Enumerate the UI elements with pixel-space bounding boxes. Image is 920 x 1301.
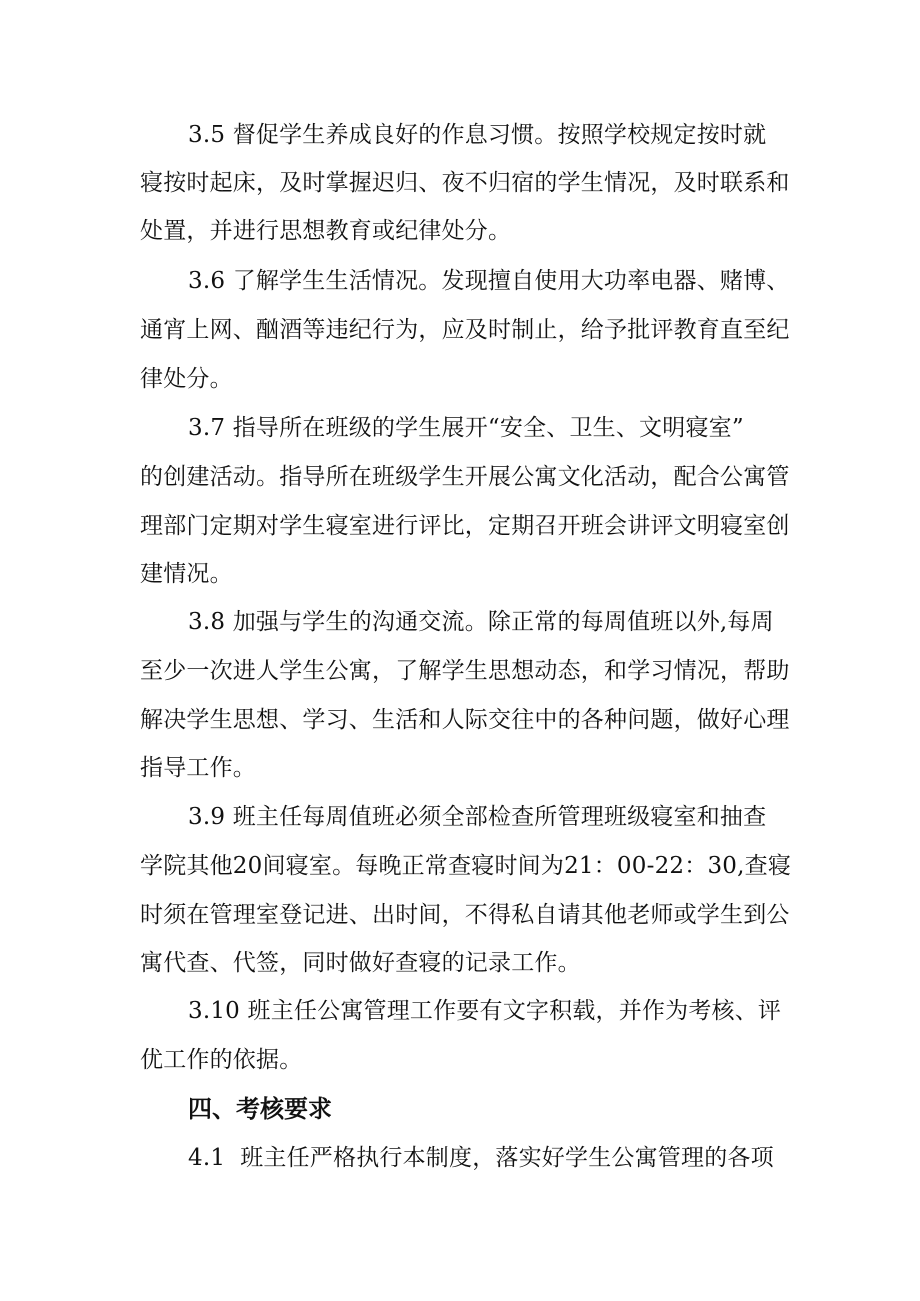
paragraph-3-8-line-1: 3.8 加强与学生的沟通交流。除正常的每周值班以外,每周 [188, 609, 774, 635]
paragraph-3-6-line-1: 3.6 了解学生生活情况。发现擅自使用大功率电器、赌博、 [188, 268, 790, 294]
paragraph-3-9-line-3: 时须在管理室登记进、出时间，不得私自请其他老师或学生到公 [140, 902, 790, 928]
paragraph-3-7-line-3: 理部门定期对学生寝室进行评比，定期召开班会讲评文明寝室创 [140, 513, 790, 539]
paragraph-3-7-line-4: 建情况。 [140, 561, 233, 587]
paragraph-3-7-line-1: 3.7 指导所在班级的学生展开“安全、卫生、文明寝室” [188, 415, 744, 441]
paragraph-3-5-line-1: 3.5 督促学生养成良好的作息习惯。按照学校规定按时就 [188, 122, 767, 148]
paragraph-3-8-line-4: 指导工作。 [140, 755, 256, 781]
section-heading: 四、考核要求 [188, 1095, 332, 1123]
paragraph-3-6-line-2: 通宵上网、酗酒等违纪行为，应及时制止，给予批评教育直至纪 [140, 317, 790, 343]
paragraph-3-6-line-3: 律处分。 [140, 366, 233, 392]
paragraph-3-7-line-2: 的创建活动。指导所在班级学生开展公寓文化活动，配合公寓管 [140, 464, 790, 490]
paragraph-3-10-line-2: 优工作的依据。 [140, 1047, 303, 1073]
paragraph-3-9-line-2: 学院其他20间寝室。每晚正常查寝时间为21：00-22：30,查寝 [140, 853, 792, 879]
paragraph-4-1-line-1: 4.1 班主任严格执行本制度，落实好学生公寓管理的各项 [188, 1145, 774, 1171]
paragraph-3-9-line-1: 3.9 班主任每周值班必须全部检查所管理班级寝室和抽查 [188, 804, 767, 830]
paragraph-3-9-line-4: 寓代查、代签，同时做好查寝的记录工作。 [140, 950, 581, 976]
paragraph-3-8-line-3: 解决学生思想、学习、生活和人际交往中的各种问题，做好心理 [140, 707, 790, 733]
paragraph-3-8-line-2: 至少一次进人学生公寓，了解学生思想动态，和学习情况，帮助 [140, 658, 790, 684]
paragraph-3-5-line-2: 寝按时起床，及时掌握迟归、夜不归宿的学生情况，及时联系和 [140, 170, 790, 196]
paragraph-3-5-line-3: 处置，并进行思想教育或纪律处分。 [140, 218, 512, 244]
paragraph-3-10-line-1: 3.10 班主任公寓管理工作要有文字积载，并作为考核、评 [188, 998, 782, 1024]
